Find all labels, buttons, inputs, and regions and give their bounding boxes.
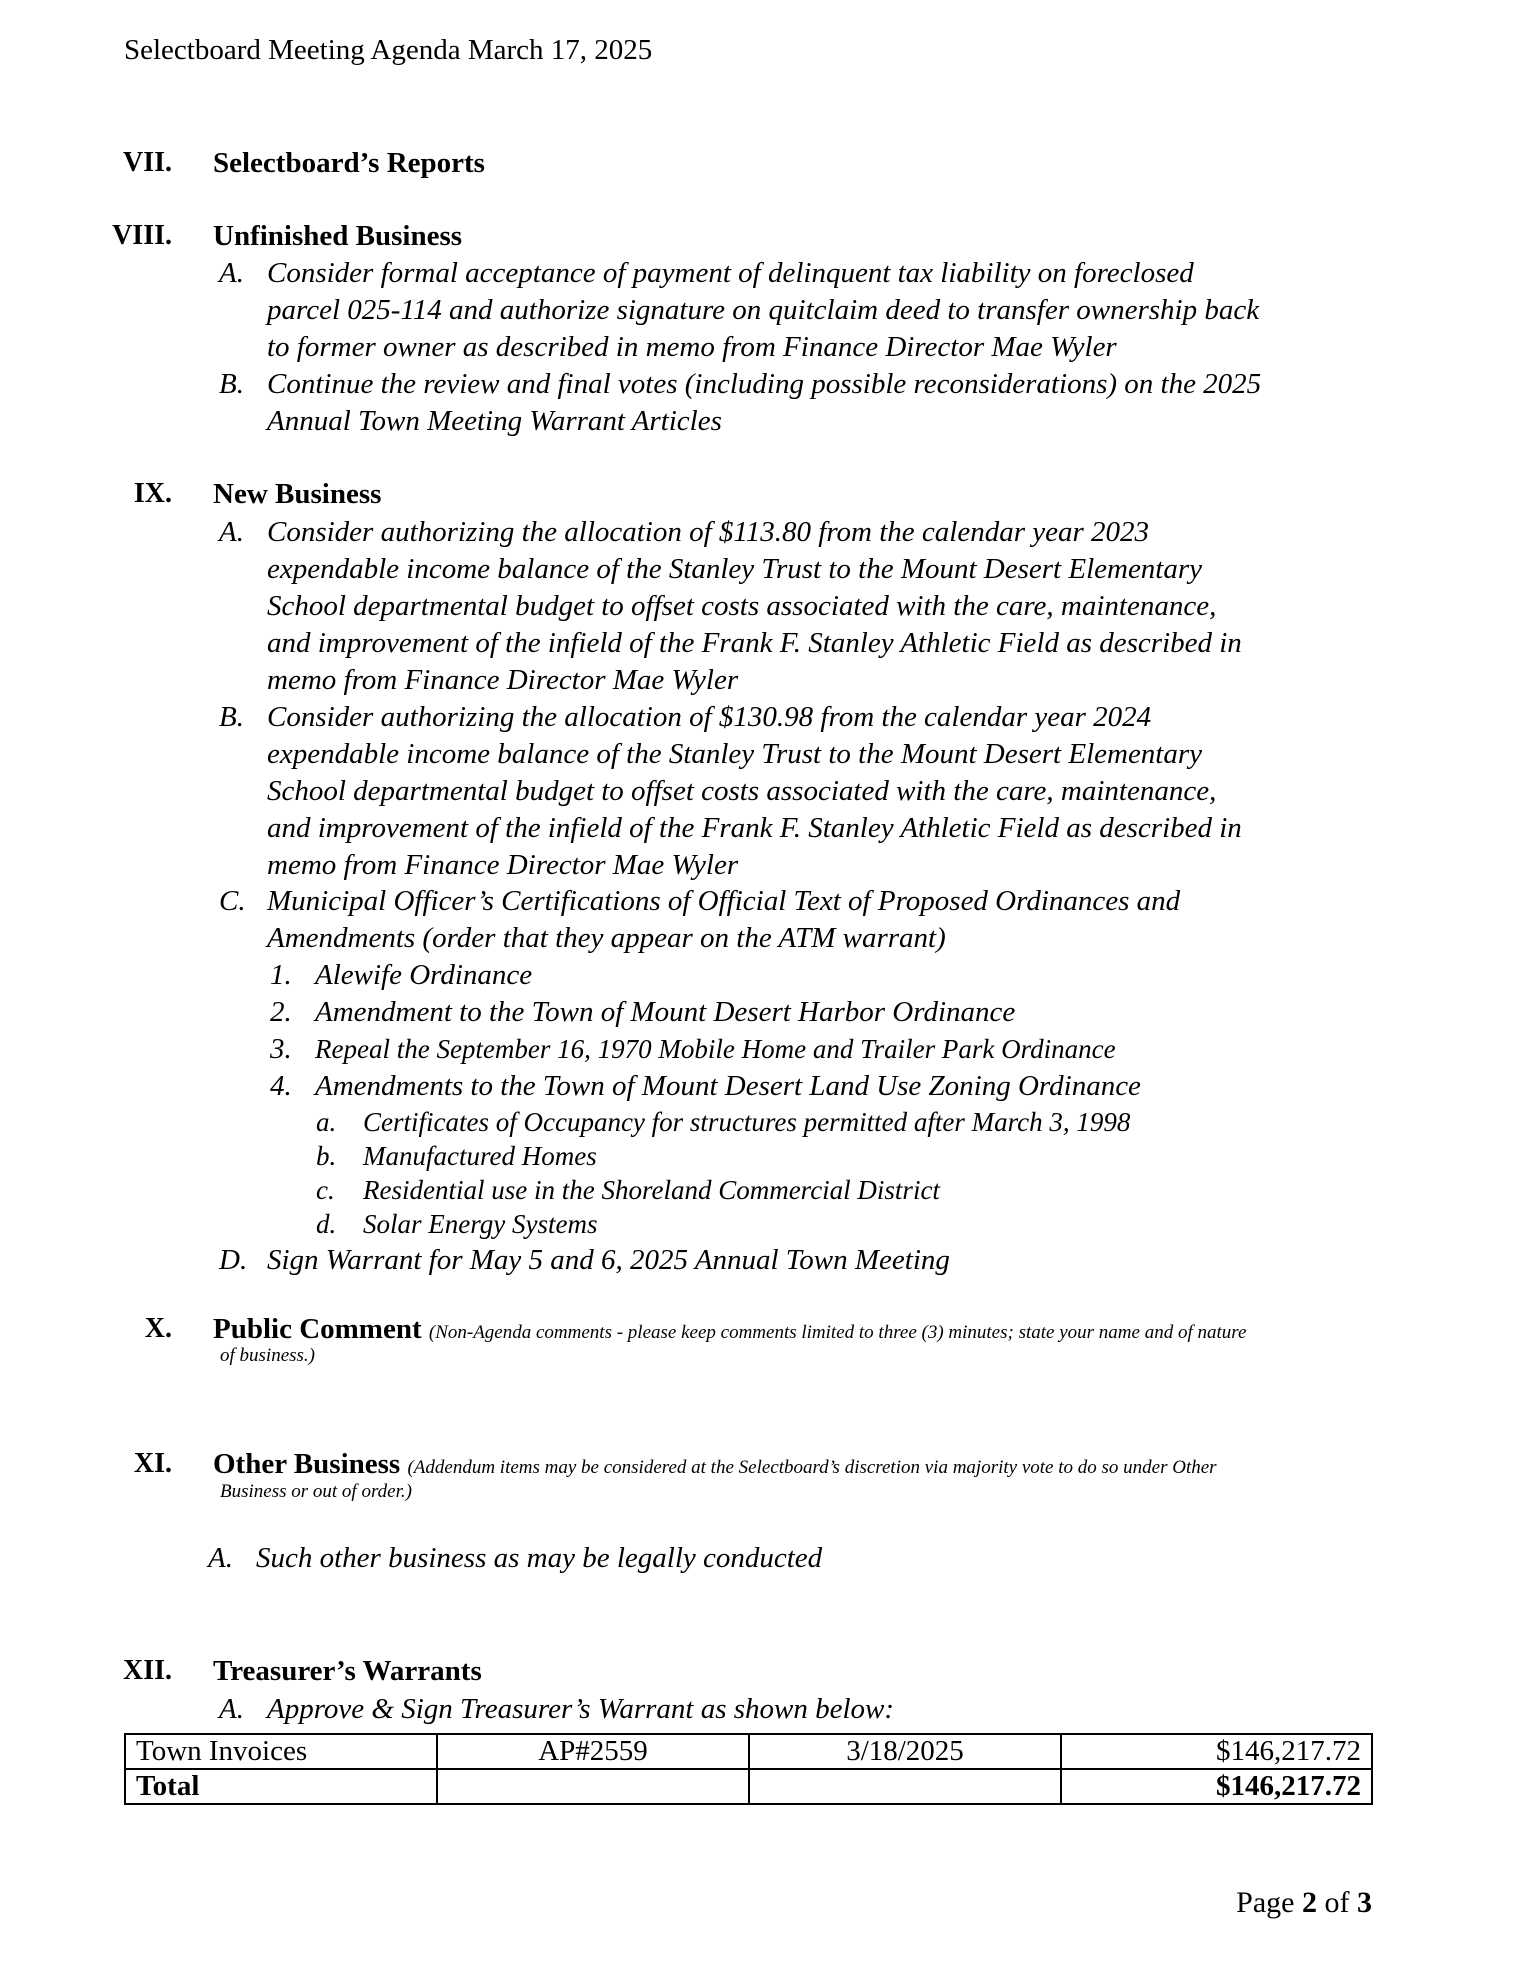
section-note: of business.) [220,1345,315,1366]
item-label: A. [219,257,244,289]
section-title: Public Comment [213,1313,422,1345]
treasurer-warrant-table [124,1733,1373,1805]
item-line: expendable income balance of the Stanley Trust to the Mount Desert Elementary [267,553,1203,585]
subsubitem-text: Solar Energy Systems [363,1209,598,1239]
item-line: Continue the review and final votes (including possible reconsiderations) on the 2025 [267,368,1262,400]
item-line: memo from Finance Director Mae Wyler [267,849,739,881]
subsubitem-text: Residential use in the Shoreland Commercial District [363,1175,940,1205]
table-cell [437,1769,749,1804]
table-cell: AP#2559 [437,1734,749,1769]
item-label: B. [219,368,244,400]
section-number: XII. [122,1655,172,1686]
section-number: VIII. [112,220,172,251]
item-label: C. [219,885,246,917]
page-total: 3 [1357,1886,1372,1919]
item-text: Sign Warrant for May 5 and 6, 2025 Annual Town Meeting [267,1244,950,1276]
page-current: 2 [1302,1886,1317,1919]
item-label: A. [219,1693,244,1725]
section-note: (Non-Agenda comments - please keep comments limited to three (3) minutes; state your name and of nature [428,1322,1247,1343]
item-label: A. [219,516,244,548]
subsubitem-label: b. [316,1141,337,1171]
item-text [267,366,1261,440]
item-line: and improvement of the infield of the Frank F. Stanley Athletic Field as described in [267,812,1242,844]
section-heading [213,1310,1246,1352]
subitem-label: 4. [270,1070,292,1102]
item-line: Consider authorizing the allocation of $113.80 from the calendar year 2023 [267,516,1150,548]
page-number [1236,1886,1372,1920]
section-title: Unfinished Business [213,220,463,252]
item-label: B. [219,701,244,733]
item-line: Amendments (order that they appear on the ATM warrant) [267,922,946,954]
subitem-label: 3. [270,1033,292,1065]
item-line: to former owner as described in memo from Finance Director Mae Wyler [267,331,1117,363]
subsubitem-text: Manufactured Homes [363,1141,597,1171]
subitem-text: Repeal the September 16, 1970 Mobile Home and Trailer Park Ordinance [315,1034,1116,1064]
table-cell: Total [125,1769,437,1804]
table-cell: Town Invoices [125,1734,437,1769]
item-line: and improvement of the infield of the Frank F. Stanley Athletic Field as described in [267,627,1242,659]
section-note: (Addendum items may be considered at the Selectboard’s discretion via majority vote to do so under Other [407,1457,1217,1478]
item-label: A. [208,1542,233,1574]
section-title: New Business [213,478,382,510]
subsubitem-label: c. [316,1175,335,1205]
table-cell: 3/18/2025 [749,1734,1061,1769]
subitem-text: Amendment to the Town of Mount Desert Harbor Ordinance [315,996,1016,1028]
section-title: Other Business [213,1448,401,1480]
page-header: Selectboard Meeting Agenda March 17, 2025 [124,34,653,66]
item-label: D. [219,1244,248,1276]
item-text: Approve & Sign Treasurer’s Warrant as shown below: [267,1693,895,1725]
table-cell [749,1769,1061,1804]
item-text [267,699,1242,884]
table-cell: $146,217.72 [1061,1734,1372,1769]
item-line: Consider authorizing the allocation of $130.98 from the calendar year 2024 [267,701,1152,733]
item-line: parcel 025-114 and authorize signature on quitclaim deed to transfer ownership back [267,294,1260,326]
item-line: memo from Finance Director Mae Wyler [267,664,739,696]
subsubitem-text: Certificates of Occupancy for structures permitted after March 3, 1998 [363,1107,1131,1137]
item-line: Municipal Officer’s Certifications of Official Text of Proposed Ordinances and [267,885,1181,917]
section-note: Business or out of order.) [220,1481,412,1502]
subsubitem-label: a. [316,1107,337,1137]
subitem-label: 1. [270,959,292,991]
item-text [267,514,1242,699]
table-row [125,1769,1372,1804]
section-title: Treasurer’s Warrants [213,1655,482,1687]
item-text: Such other business as may be legally conducted [256,1542,823,1574]
section-number: IX. [133,478,172,509]
item-line: School departmental budget to offset costs associated with the care, maintenance, [267,775,1217,807]
page-of-label: of [1324,1886,1350,1919]
section-number: XI. [133,1448,172,1479]
item-text [267,255,1259,366]
page-label: Page [1236,1886,1295,1919]
section-number: VII. [122,147,172,178]
item-line: Consider formal acceptance of payment of delinquent tax liability on foreclosed [267,257,1194,289]
subsubitem-label: d. [316,1209,337,1239]
table-row [125,1734,1372,1769]
item-line: Annual Town Meeting Warrant Articles [267,405,722,437]
item-line: School departmental budget to offset costs associated with the care, maintenance, [267,590,1217,622]
item-text [267,883,1180,957]
subitem-text: Amendments to the Town of Mount Desert Land Use Zoning Ordinance [315,1070,1141,1102]
item-line: expendable income balance of the Stanley Trust to the Mount Desert Elementary [267,738,1203,770]
table-cell: $146,217.72 [1061,1769,1372,1804]
section-number: X. [144,1313,172,1344]
subitem-text: Alewife Ordinance [315,959,533,991]
section-title: Selectboard’s Reports [213,147,485,179]
subitem-label: 2. [270,996,292,1028]
